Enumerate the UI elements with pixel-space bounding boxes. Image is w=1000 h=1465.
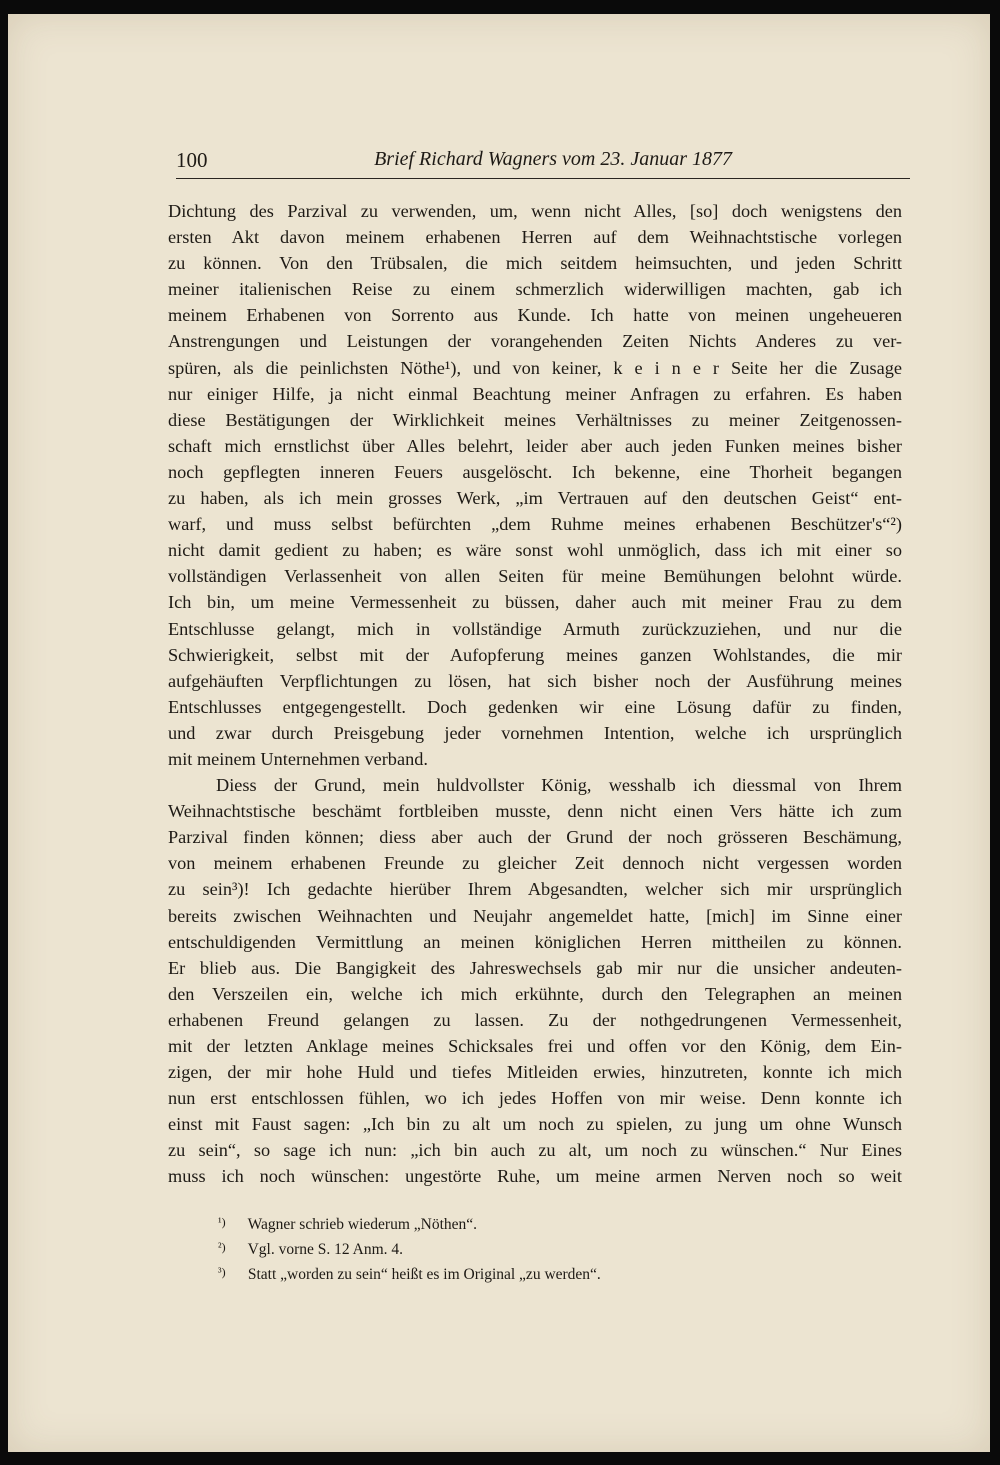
text-line: nicht damit gedient zu haben; es wäre sonst wohl unmöglich, dass ich mit einer so	[168, 540, 902, 561]
footnote-mark: ³)	[218, 1265, 226, 1279]
text-line: noch gepflegten inneren Feuers ausgelöscht. Ich bekenne, eine Thorheit begangen	[168, 461, 902, 482]
text-line: mit meinem Unternehmen verband.	[168, 748, 428, 769]
text-line: und zwar durch Preisgebung jeder vornehmen Intention, welche ich ursprünglich	[168, 722, 902, 743]
text-line: vollständigen Verlassenheit von allen Seiten für meine Bemühungen belohnt würde.	[168, 566, 902, 587]
text-line: Anstrengungen und Leistungen der vorangehenden Zeiten Nichts Anderes zu ver-	[168, 331, 902, 352]
text-line: Entschlusse gelangt, mich in vollständige Armuth zurückzuziehen, und nur die	[168, 618, 902, 639]
body-text	[168, 198, 902, 1190]
text-line: entschuldigenden Vermittlung an meinen königlichen Herren mittheilen zu können.	[168, 931, 902, 952]
text-line: meiner italienischen Reise zu einem schmerzlich widerwilligen machten, gab ich	[168, 279, 902, 300]
text-line: meinem Erhabenen von Sorrento aus Kunde. Ich hatte von meinen ungeheueren	[168, 305, 902, 326]
text-line: nun erst entschlossen fühlen, wo ich jedes Hoffen von mir weise. Denn konnte ich	[168, 1088, 902, 1109]
text-line: ersten Akt davon meinem erhabenen Herren auf dem Weihnachtstische vorlegen	[168, 227, 902, 248]
text-line: den Verszeilen ein, welche ich mich erkühnte, durch den Telegraphen an meinen	[168, 983, 902, 1004]
text-line: bereits zwischen Weihnachten und Neujahr angemeldet hatte, [mich] im Sinne einer	[168, 905, 902, 926]
text-line: muss ich noch wünschen: ungestörte Ruhe, um meine armen Nerven noch so weit	[168, 1166, 902, 1187]
text-line: mit der letzten Anklage meines Schicksales frei und offen vor den König, dem Ein-	[168, 1036, 902, 1056]
text-line: zu haben, als ich mein grosses Werk, „im Vertrauen auf den deutschen Geist“ ent-	[168, 488, 902, 509]
text-line: nur einiger Hilfe, ja nicht einmal Beachtung meiner Anfragen zu erfahren. Es haben	[168, 383, 902, 404]
running-title: Brief Richard Wagners vom 23. Januar 1877	[374, 148, 732, 170]
footnote-text: Statt „worden zu sein“ heißt es im Original „zu werden“.	[247, 1266, 601, 1283]
running-header	[176, 138, 910, 179]
text-line: erhabenen Freund gelangen zu lassen. Zu der nothgedrungenen Vermessenheit,	[168, 1009, 902, 1030]
text-line: schaft mich ernstlichst über Alles belehrt, leider aber auch jeden Funken meines bisher	[168, 435, 902, 456]
footnote	[218, 1210, 878, 1235]
text-line: Diess der Grund, mein huldvollster König, wesshalb ich diessmal von Ihrem	[216, 775, 902, 796]
text-line: zigen, der mir hohe Huld und tiefes Mitleiden erwies, hinzutreten, konnte ich mich	[168, 1062, 902, 1083]
footnote	[218, 1260, 878, 1285]
footnote-text: Wagner schrieb wiederum „Nöthen“.	[247, 1216, 478, 1233]
text-line: Dichtung des Parzival zu verwenden, um, wenn nicht Alles, [so] doch wenigstens den	[168, 201, 902, 221]
text-line: Er blieb aus. Die Bangigkeit des Jahreswechsels gab mir nur die unsicher andeuten-	[168, 957, 902, 978]
footnote-mark: ¹)	[218, 1215, 226, 1229]
text-line: einst mit Faust sagen: „Ich bin zu alt um noch zu spielen, zu jung um ohne Wunsch	[168, 1114, 902, 1135]
text-line: warf, und muss selbst befürchten „dem Ruhme meines erhabenen Beschützer's“²)	[168, 514, 902, 535]
text-line: zu sein“, so sage ich nun: „ich bin auch zu alt, um noch zu wünschen.“ Nur Eines	[168, 1140, 902, 1161]
footnotes	[218, 1210, 878, 1285]
footnote-mark: ²)	[218, 1240, 226, 1254]
text-line: zu können. Von den Trübsalen, die mich seitdem heimsuchten, und jeden Schritt	[168, 253, 902, 274]
text-line: Schwierigkeit, selbst mit der Aufopferung meines ganzen Wohlstandes, die mir	[168, 644, 902, 665]
text-line: Ich bin, um meine Vermessenheit zu büssen, daher auch mit meiner Frau zu dem	[168, 592, 902, 613]
text-line: von meinem erhabenen Freunde zu gleicher Zeit dennoch nicht vergessen worden	[168, 853, 902, 874]
text-line: diese Bestätigungen der Wirklichkeit meines Verhältnisses zu meiner Zeitgenossen-	[168, 409, 902, 430]
text-line: spüren, als die peinlichsten Nöthe¹), und von keiner, k e i n e r Seite her die Zusage	[168, 357, 902, 378]
text-line: Weihnachtstische beschämt fortbleiben musste, denn nicht einen Vers hätte ich zum	[168, 801, 902, 822]
text-line: zu sein³)! Ich gedachte hierüber Ihrem Abgesandten, welcher sich mir ursprünglich	[168, 879, 902, 900]
footnote-text: Vgl. vorne S. 12 Anm. 4.	[247, 1241, 404, 1258]
footnote	[218, 1235, 878, 1260]
text-line: Entschlusses entgegengestellt. Doch gedenken wir eine Lösung dafür zu finden,	[168, 696, 902, 717]
text-line: Parzival finden können; diess aber auch der Grund der noch grösseren Beschämung,	[168, 827, 902, 848]
text-line: aufgehäuften Verpflichtungen zu lösen, hat sich bisher noch der Ausführung meines	[168, 670, 902, 691]
page-number: 100	[176, 148, 208, 172]
